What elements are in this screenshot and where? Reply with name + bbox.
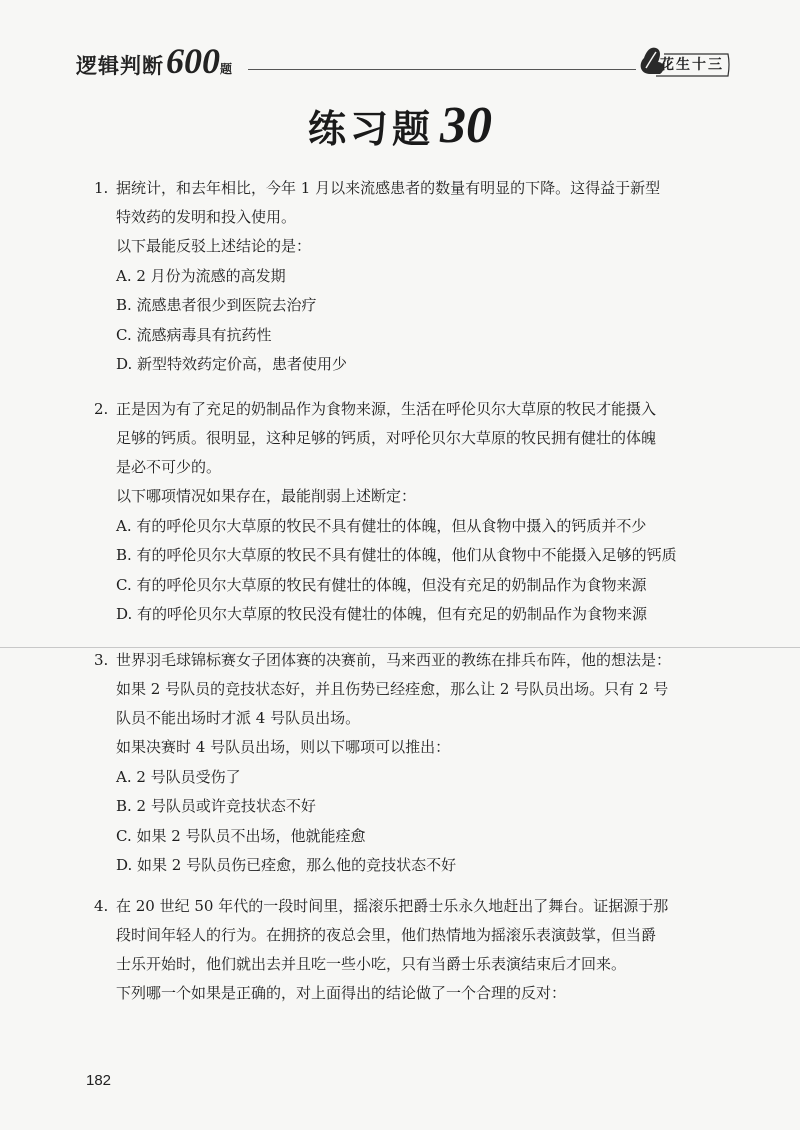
option-a[interactable]: A. 2 号队员受伤了 [116,767,241,786]
stem-line: 正是因为有了充足的奶制品作为食物来源，生活在呼伦贝尔大草原的牧民才能摄入 [116,400,657,418]
book-title: 逻辑判断 [76,54,164,78]
question-1 [94,174,734,380]
page-number: 182 [86,1072,112,1089]
stem-line: 士乐开始时，他们就出去并且吃一些小吃，只有当爵士乐表演结束后才回来。 [116,955,627,973]
question-4 [94,892,734,1009]
question-stem [116,892,668,979]
option-c[interactable]: C. 有的呼伦贝尔大草原的牧民有健壮的体魄，但没有充足的奶制品作为食物来源 [116,575,647,594]
book-suffix: 题 [220,62,233,76]
book-number: 600 [166,41,220,81]
stem-line: 在 20 世纪 50 年代的一段时间里，摇滚乐把爵士乐永久地赶出了舞台。证据源于那 [116,897,669,915]
question-stem [116,646,671,733]
exercise-title [0,96,800,155]
question-number: 4. [94,897,109,915]
option-c[interactable]: C. 流感病毒具有抗药性 [116,325,272,344]
exercise-title-text: 练习题 [307,107,434,151]
stem-line: 是必不可少的。 [116,458,222,476]
option-b[interactable]: B. 2 号队员或许竞技状态不好 [116,797,316,816]
stem-line: 据统计，和去年相比，今年 1 月以来流感患者的数量有明显的下降。这得益于新型 [116,179,661,197]
question-stem [116,395,656,482]
question-3 [94,646,734,881]
stem-line: 世界羽毛球锦标赛女子团体赛的决赛前，马来西亚的教练在排兵布阵，他的想法是： [116,651,672,669]
question-prompt: 下列哪一个如果是正确的，对上面得出的结论做了一个合理的反对： [116,984,567,1002]
exercise-number: 30 [440,97,492,154]
option-c[interactable]: C. 如果 2 号队员不出场，他就能痊愈 [116,826,366,845]
header-rule [248,69,636,70]
question-prompt: 以下最能反驳上述结论的是： [116,237,312,255]
option-b[interactable]: B. 流感患者很少到医院去治疗 [116,296,317,315]
question-number: 3. [94,651,109,669]
stem-line: 队员不能出场时才派 4 号队员出场。 [116,709,361,727]
question-number: 2. [94,400,109,418]
option-a[interactable]: A. 有的呼伦贝尔大草原的牧民不具有健壮的体魄，但从食物中摄入的钙质并不少 [116,516,647,535]
stem-line: 足够的钙质。很明显，这种足够的钙质，对呼伦贝尔大草原的牧民拥有健壮的体魄 [116,429,657,447]
question-2 [94,395,734,630]
option-d[interactable]: D. 有的呼伦贝尔大草原的牧民没有健壮的体魄，但有充足的奶制品作为食物来源 [116,605,648,624]
option-d[interactable]: D. 新型特效药定价高，患者使用少 [116,355,348,374]
option-b[interactable]: B. 有的呼伦贝尔大草原的牧民不具有健壮的体魄，他们从食物中不能摄入足够的钙质 [116,546,677,565]
question-number: 1. [94,179,109,197]
book-header [76,40,232,82]
stem-line: 段时间年轻人的行为。在拥挤的夜总会里，他们热情地为摇滚乐表演鼓掌，但当爵 [116,926,657,944]
stem-line: 如果 2 号队员的竞技状态好，并且伤势已经痊愈，那么让 2 号队员出场。只有 2 号 [116,680,669,698]
option-d[interactable]: D. 如果 2 号队员伤已痊愈，那么他的竞技状态不好 [116,856,457,875]
question-stem [116,174,660,232]
question-prompt: 如果决赛时 4 号队员出场，则以下哪项可以推出： [116,738,451,756]
question-prompt: 以下哪项情况如果存在，最能削弱上述断定： [116,487,417,505]
stem-line: 特效药的发明和投入使用。 [116,208,297,226]
option-a[interactable]: A. 2 月份为流感的高发期 [116,266,286,285]
brand-name: 花生十三 [660,57,724,73]
